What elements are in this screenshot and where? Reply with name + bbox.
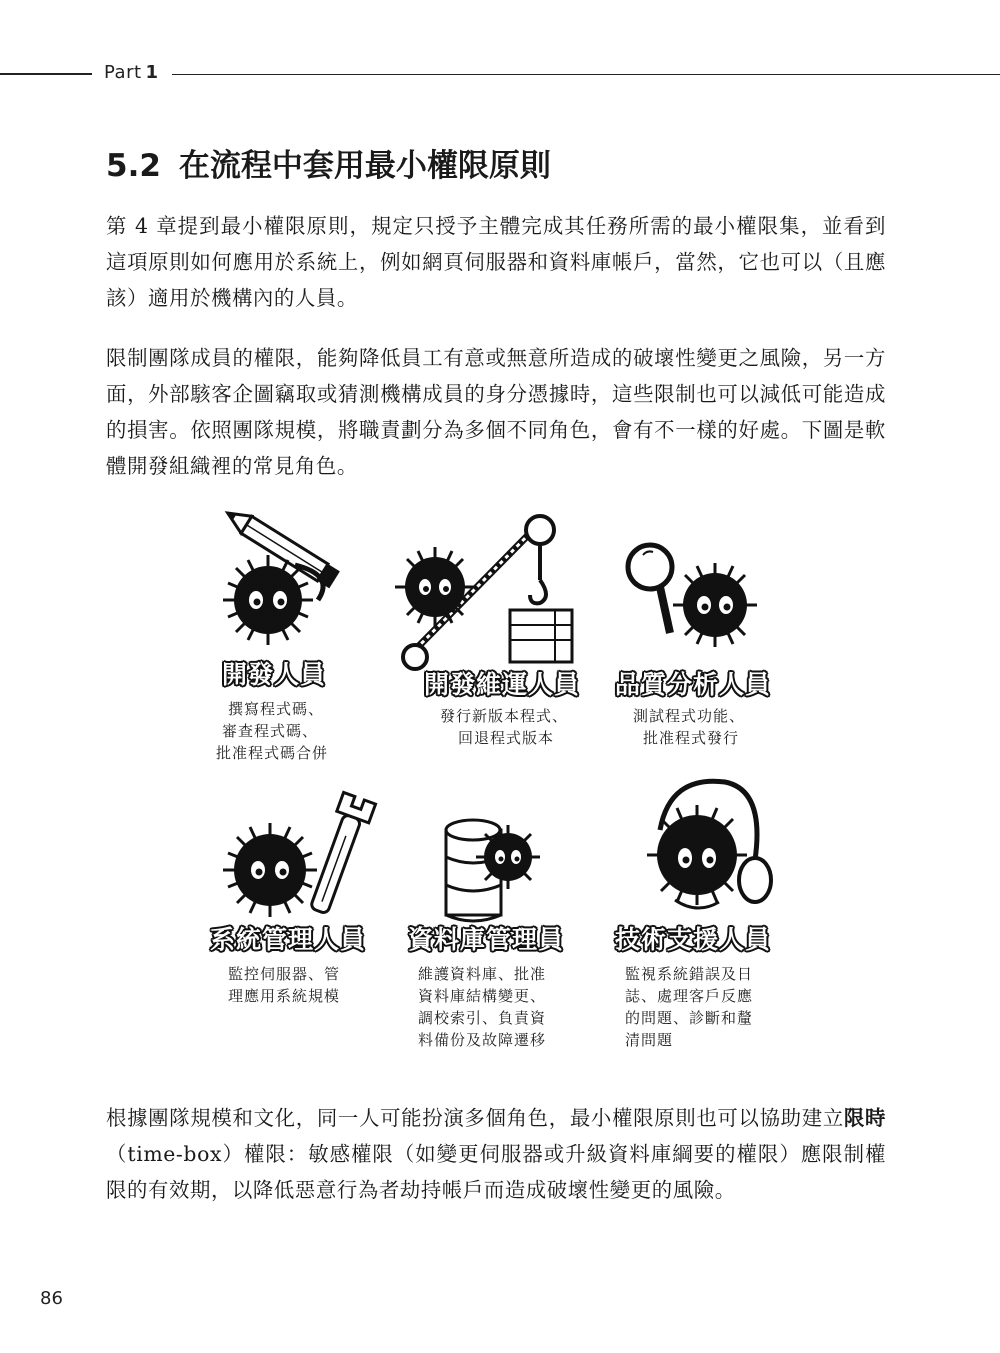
role-desc-line: 理應用系統規模: [228, 987, 341, 1005]
role-desc-line: 調校索引、負責資: [418, 1009, 547, 1027]
role-dba: [408, 795, 598, 1055]
headset-icon: [615, 770, 800, 930]
role-desc-line: 監控伺服器、管: [228, 965, 341, 983]
paragraph-1: 第 4 章提到最小權限原則，規定只授予主體完成其任務所需的最小權限集，並看到這項原則如何應用於系統上，例如網頁伺服器和資料庫帳戶，當然，它也可以（且應該）適用於機構內的人員。: [106, 214, 886, 310]
role-desc-line: 審查程式碼、: [222, 722, 319, 740]
role-description: [440, 705, 568, 749]
role-desc-line: 資料庫結構變更、: [418, 987, 547, 1005]
role-desc-line: 料備份及故障遷移: [418, 1031, 547, 1049]
role-name: 品質分析人員: [615, 670, 772, 699]
role-name: 技術支援人員: [615, 925, 772, 954]
role-desc-line: 維護資料庫、批准: [418, 965, 547, 983]
wrench-icon: [210, 795, 390, 935]
role-desc-line: 發行新版本程式、: [440, 707, 569, 725]
role-desc-line: 測試程式功能、: [633, 707, 746, 725]
section-number: 5.2: [106, 148, 161, 184]
role-support: [615, 770, 800, 1060]
role-desc-line: 撰寫程式碼、: [228, 700, 325, 718]
role-desc-line: 回退程式版本: [458, 729, 555, 747]
role-description: [625, 963, 753, 1051]
role-description: [216, 698, 328, 764]
paragraph-3: [106, 1100, 886, 1208]
role-devops: [390, 505, 600, 765]
role-sysadmin: [210, 795, 390, 1055]
role-description: [228, 963, 340, 1007]
section-title: [106, 140, 551, 185]
database-icon: [408, 795, 598, 925]
role-name: 開發維運人員: [424, 670, 581, 699]
page-number: 86: [40, 1288, 63, 1309]
role-desc-line: 誌、處理客戶反應: [625, 987, 754, 1005]
role-name: 資料庫管理員: [408, 925, 565, 954]
paragraph-3-start: 根據團隊規模和文化，同一人可能扮演多個角色，最小權限原則也可以協助建立: [106, 1106, 844, 1130]
paragraph-2: 限制團隊成員的權限，能夠降低員工有意或無意所造成的破壞性變更之風險，另一方面，外部駭客企圖竊取或猜測機構成員的身分憑據時，這些限制也可以減低可能造成的損害。依照團隊規模，將職責劃分為多個不同角色，會有不一樣的好處。下圖是軟體開發組織裡的常見角色。: [106, 346, 886, 478]
paragraph-3-end: （time-box）權限：敏感權限（如變更伺服器或升級資料庫綱要的權限）應限制權限的有效期，以降低惡意行為者劫持帳戶而造成破壞性變更的風險。: [106, 1142, 886, 1202]
magnifier-icon: [615, 505, 800, 655]
role-description: [418, 963, 546, 1051]
part-label-text: Part: [104, 62, 142, 83]
section-title-text: 在流程中套用最小權限原則: [178, 148, 551, 184]
header-rule-right: [172, 74, 1000, 75]
role-desc-line: 監視系統錯誤及日: [625, 965, 754, 983]
part-label: [104, 62, 159, 83]
role-desc-line: 清問題: [625, 1031, 674, 1049]
time-box-term: 限時: [843, 1106, 886, 1130]
role-qa: [615, 505, 800, 765]
role-name: 開發人員: [222, 660, 327, 689]
role-desc-line: 批准程式碼合併: [216, 744, 329, 762]
pencil-icon: [200, 505, 370, 655]
part-number: 1: [145, 62, 159, 83]
crane-hook-icon: [390, 505, 600, 680]
roles-figure: [200, 505, 800, 1065]
role-name: 系統管理人員: [210, 925, 367, 954]
header-rule-left: [0, 73, 92, 75]
role-description: [633, 705, 745, 749]
role-developer: [200, 505, 370, 765]
role-desc-line: 批准程式發行: [643, 729, 740, 747]
role-desc-line: 的問題、診斷和釐: [625, 1009, 754, 1027]
